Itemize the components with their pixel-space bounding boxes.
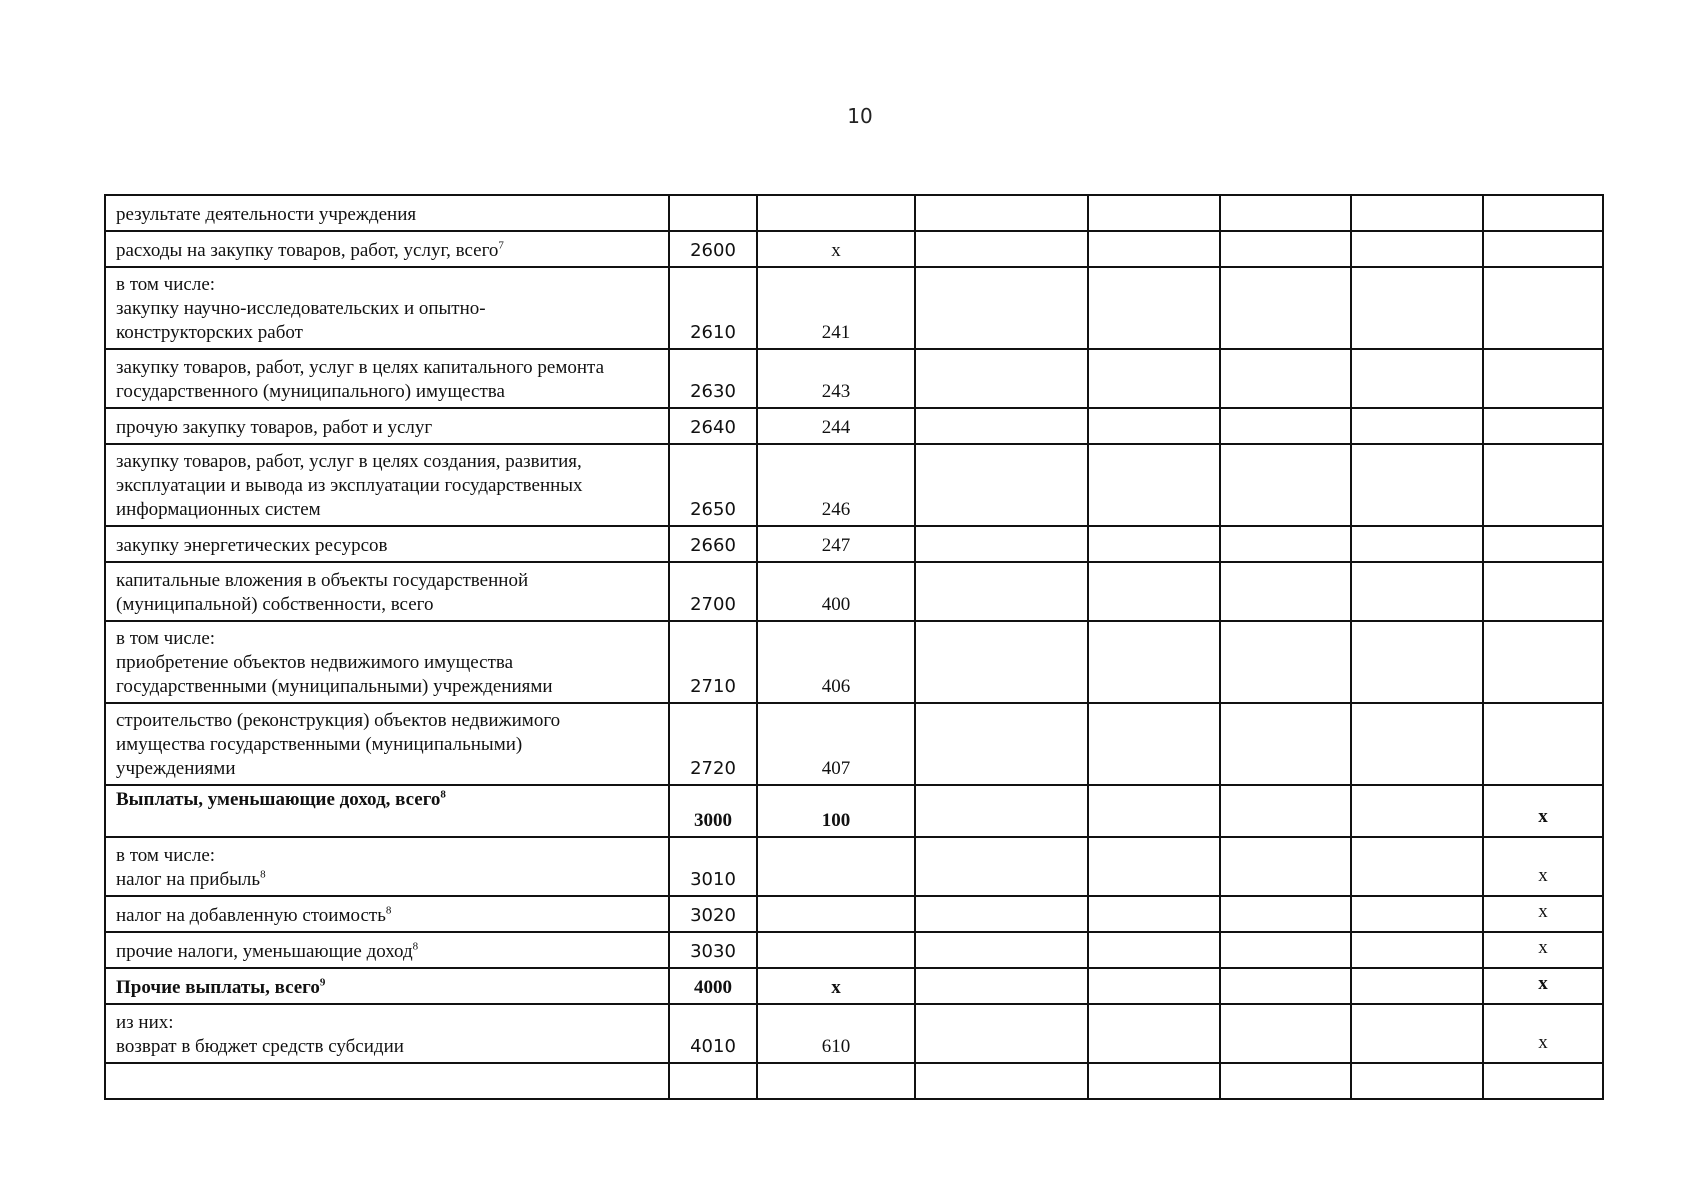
row-code: 2650 <box>669 444 757 526</box>
row-description <box>105 1004 669 1063</box>
value-cell <box>1351 896 1483 932</box>
row-code <box>669 195 757 231</box>
row-code: 2600 <box>669 231 757 267</box>
value-cell <box>1220 621 1351 703</box>
description-text: строительство (реконструкция) объектов недвижимого <box>116 710 561 731</box>
table-row <box>105 195 1603 231</box>
description-text: конструкторских работ <box>116 322 303 343</box>
row-description <box>105 349 669 408</box>
value-cell <box>1088 1004 1220 1063</box>
value-cell <box>1088 349 1220 408</box>
description-text: Прочие выплаты, всего <box>116 977 320 998</box>
row-description <box>105 562 669 621</box>
value-cell <box>1351 444 1483 526</box>
value-cell <box>915 932 1088 968</box>
row-budget-code: 100 <box>757 785 915 837</box>
table-row <box>105 526 1603 562</box>
description-line <box>116 297 658 321</box>
value-cell <box>1351 1004 1483 1063</box>
description-text: государственного (муниципального) имущества <box>116 381 505 402</box>
description-text: из них: <box>116 1012 174 1033</box>
value-cell <box>1220 408 1351 444</box>
last-column-mark: х <box>1538 901 1548 922</box>
row-code: 2610 <box>669 267 757 349</box>
row-budget-code: 400 <box>757 562 915 621</box>
row-code: 4000 <box>669 968 757 1004</box>
footnote-marker: 7 <box>498 239 504 252</box>
value-cell <box>1220 562 1351 621</box>
description-line <box>116 651 658 675</box>
table-row <box>105 837 1603 896</box>
value-cell <box>1351 408 1483 444</box>
row-code <box>669 1063 757 1099</box>
row-last-column <box>1483 896 1603 932</box>
description-line <box>116 627 658 651</box>
description-text: закупку энергетических ресурсов <box>116 535 388 556</box>
value-cell <box>1220 896 1351 932</box>
row-last-column <box>1483 267 1603 349</box>
page-number: 10 <box>847 104 873 128</box>
description-line <box>116 709 658 733</box>
description-text: прочую закупку товаров, работ и услуг <box>116 417 433 438</box>
value-cell <box>1088 785 1220 837</box>
description-text: прочие налоги, уменьшающие доход <box>116 941 413 962</box>
description-line <box>116 356 658 380</box>
description-text: эксплуатации и вывода из эксплуатации государственных <box>116 475 583 496</box>
value-cell <box>1351 968 1483 1004</box>
value-cell <box>1088 231 1220 267</box>
row-budget-code: 407 <box>757 703 915 785</box>
description-line <box>116 534 658 558</box>
description-text: в том числе: <box>116 274 216 295</box>
description-text: закупку товаров, работ, услуг в целях капитального ремонта <box>116 357 605 378</box>
row-last-column <box>1483 837 1603 896</box>
value-cell <box>915 231 1088 267</box>
description-line <box>116 203 658 227</box>
last-column-mark: х <box>1538 1032 1548 1053</box>
row-description <box>105 195 669 231</box>
row-last-column <box>1483 195 1603 231</box>
value-cell <box>1351 621 1483 703</box>
value-cell <box>915 703 1088 785</box>
value-cell <box>915 1004 1088 1063</box>
value-cell <box>1088 703 1220 785</box>
row-budget-code: х <box>757 231 915 267</box>
value-cell <box>1351 932 1483 968</box>
description-line <box>116 788 658 812</box>
description-text: (муниципальной) собственности, всего <box>116 594 434 615</box>
footnote-marker: 8 <box>440 788 446 801</box>
value-cell <box>1220 968 1351 1004</box>
value-cell <box>915 837 1088 896</box>
value-cell <box>1088 562 1220 621</box>
table-row <box>105 408 1603 444</box>
row-last-column <box>1483 526 1603 562</box>
value-cell <box>1351 267 1483 349</box>
table-row <box>105 785 1603 837</box>
last-column-mark: х <box>1538 937 1548 958</box>
row-description <box>105 896 669 932</box>
value-cell <box>1220 703 1351 785</box>
value-cell <box>1351 231 1483 267</box>
value-cell <box>1088 195 1220 231</box>
description-text: возврат в бюджет средств субсидии <box>116 1036 404 1057</box>
description-text: приобретение объектов недвижимого имущества <box>116 652 514 673</box>
value-cell <box>915 408 1088 444</box>
row-budget-code: 247 <box>757 526 915 562</box>
description-text: закупку научно-исследовательских и опытно- <box>116 298 486 319</box>
value-cell <box>915 267 1088 349</box>
value-cell <box>915 896 1088 932</box>
row-description <box>105 785 669 837</box>
value-cell <box>1351 349 1483 408</box>
value-cell <box>1088 526 1220 562</box>
row-budget-code: 406 <box>757 621 915 703</box>
description-line <box>116 675 658 699</box>
value-cell <box>1220 932 1351 968</box>
row-last-column <box>1483 562 1603 621</box>
last-column-mark: х <box>1538 865 1548 886</box>
footnote-marker: 8 <box>412 940 419 953</box>
value-cell <box>1088 408 1220 444</box>
description-text: налог на добавленную стоимость <box>116 905 386 926</box>
row-budget-code: 244 <box>757 408 915 444</box>
row-budget-code <box>757 896 915 932</box>
table-row <box>105 444 1603 526</box>
row-code: 3030 <box>669 932 757 968</box>
value-cell <box>1088 837 1220 896</box>
description-text: в том числе: <box>116 628 216 649</box>
table-row <box>105 349 1603 408</box>
description-text: информационных систем <box>116 499 321 520</box>
description-line <box>116 474 658 498</box>
value-cell <box>915 195 1088 231</box>
value-cell <box>1220 785 1351 837</box>
description-line <box>116 380 658 404</box>
value-cell <box>1351 837 1483 896</box>
value-cell <box>1088 968 1220 1004</box>
description-line <box>116 1035 658 1059</box>
description-line <box>116 416 658 440</box>
description-text: расходы на закупку товаров, работ, услуг, всего <box>116 240 499 261</box>
description-line <box>116 733 658 757</box>
value-cell <box>1088 621 1220 703</box>
value-cell <box>915 785 1088 837</box>
row-last-column <box>1483 231 1603 267</box>
row-description <box>105 621 669 703</box>
last-column-mark: х <box>1538 973 1548 994</box>
table-row <box>105 231 1603 267</box>
description-text: учреждениями <box>116 758 236 779</box>
description-text: капитальные вложения в объекты государственной <box>116 570 529 591</box>
row-description <box>105 231 669 267</box>
value-cell <box>1220 837 1351 896</box>
description-line <box>116 498 658 522</box>
value-cell <box>1220 231 1351 267</box>
row-code: 4010 <box>669 1004 757 1063</box>
table-row <box>105 267 1603 349</box>
row-code: 3010 <box>669 837 757 896</box>
value-cell <box>915 349 1088 408</box>
row-code: 2630 <box>669 349 757 408</box>
table-row <box>105 621 1603 703</box>
description-line <box>116 904 658 928</box>
footnote-marker: 9 <box>319 976 326 989</box>
description-line <box>116 239 658 263</box>
row-last-column <box>1483 349 1603 408</box>
value-cell <box>1220 195 1351 231</box>
row-last-column <box>1483 703 1603 785</box>
description-text: в том числе: <box>116 845 216 866</box>
table-row <box>105 932 1603 968</box>
value-cell <box>1088 1063 1220 1099</box>
value-cell <box>1351 195 1483 231</box>
table-row <box>105 703 1603 785</box>
row-last-column <box>1483 621 1603 703</box>
table-row <box>105 968 1603 1004</box>
row-code: 2640 <box>669 408 757 444</box>
row-description <box>105 267 669 349</box>
description-text: Выплаты, уменьшающие доход, всего <box>116 789 441 810</box>
value-cell <box>915 621 1088 703</box>
row-last-column <box>1483 444 1603 526</box>
table-row <box>105 562 1603 621</box>
value-cell <box>1351 526 1483 562</box>
description-line <box>116 321 658 345</box>
footnote-marker: 8 <box>260 868 266 881</box>
row-budget-code: 241 <box>757 267 915 349</box>
value-cell <box>1220 1004 1351 1063</box>
description-line <box>116 593 658 617</box>
value-cell <box>915 1063 1088 1099</box>
description-text: налог на прибыль <box>116 869 261 890</box>
description-text: имущества государственными (муниципальными) <box>116 734 523 755</box>
row-code: 3000 <box>669 785 757 837</box>
row-budget-code: 610 <box>757 1004 915 1063</box>
value-cell <box>1220 444 1351 526</box>
table-row <box>105 1004 1603 1063</box>
table-body <box>105 195 1603 1099</box>
row-description <box>105 932 669 968</box>
row-last-column <box>1483 785 1603 837</box>
table-row <box>105 896 1603 932</box>
row-last-column <box>1483 932 1603 968</box>
financial-plan-table <box>104 194 1604 1100</box>
value-cell <box>1088 444 1220 526</box>
row-description <box>105 1063 669 1099</box>
description-line <box>116 844 658 868</box>
description-line <box>116 273 658 297</box>
description-line <box>116 868 658 892</box>
value-cell <box>1220 1063 1351 1099</box>
value-cell <box>915 444 1088 526</box>
row-last-column <box>1483 1004 1603 1063</box>
row-budget-code <box>757 837 915 896</box>
description-text: результате деятельности учреждения <box>116 204 417 225</box>
value-cell <box>915 968 1088 1004</box>
value-cell <box>1351 785 1483 837</box>
row-description <box>105 968 669 1004</box>
value-cell <box>915 562 1088 621</box>
row-code: 2720 <box>669 703 757 785</box>
value-cell <box>1088 932 1220 968</box>
row-code: 2700 <box>669 562 757 621</box>
row-last-column <box>1483 968 1603 1004</box>
footnote-marker: 8 <box>385 904 392 917</box>
description-line <box>116 569 658 593</box>
row-code: 2660 <box>669 526 757 562</box>
table-row <box>105 1063 1603 1099</box>
last-column-mark: х <box>1538 806 1548 827</box>
description-line <box>116 940 658 964</box>
value-cell <box>915 526 1088 562</box>
row-description <box>105 408 669 444</box>
value-cell <box>1088 267 1220 349</box>
row-code: 2710 <box>669 621 757 703</box>
row-budget-code <box>757 1063 915 1099</box>
row-description <box>105 526 669 562</box>
row-budget-code: 243 <box>757 349 915 408</box>
row-budget-code <box>757 932 915 968</box>
description-line <box>116 976 658 1000</box>
value-cell <box>1088 896 1220 932</box>
description-line <box>116 1011 658 1035</box>
row-code: 3020 <box>669 896 757 932</box>
value-cell <box>1351 1063 1483 1099</box>
value-cell <box>1351 562 1483 621</box>
description-text: закупку товаров, работ, услуг в целях создания, развития, <box>116 451 582 472</box>
description-line <box>116 757 658 781</box>
row-last-column <box>1483 408 1603 444</box>
row-budget-code: х <box>757 968 915 1004</box>
row-description <box>105 703 669 785</box>
row-budget-code <box>757 195 915 231</box>
value-cell <box>1351 703 1483 785</box>
value-cell <box>1220 526 1351 562</box>
description-text: государственными (муниципальными) учреждениями <box>116 676 553 697</box>
row-budget-code: 246 <box>757 444 915 526</box>
row-last-column <box>1483 1063 1603 1099</box>
value-cell <box>1220 267 1351 349</box>
row-description <box>105 837 669 896</box>
row-description <box>105 444 669 526</box>
value-cell <box>1220 349 1351 408</box>
description-line <box>116 450 658 474</box>
